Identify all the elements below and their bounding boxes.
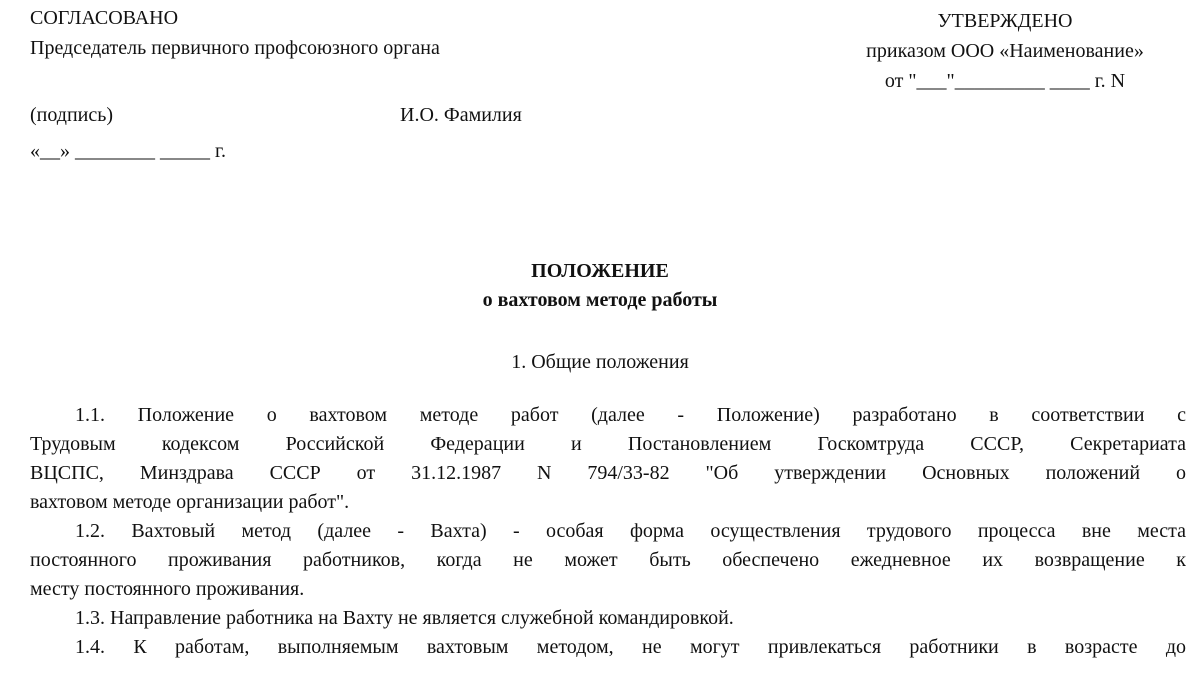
paragraph-line: постоянного проживания работников, когда не может быть обеспечено ежедневное их возвращение к	[30, 549, 1186, 571]
section-heading: 1. Общие положения	[511, 351, 689, 373]
paragraph-line: месту постоянного проживания.	[30, 578, 305, 600]
paragraph-line: 1.3. Направление работника на Вахту не является служебной командировкой.	[75, 607, 734, 629]
approval-date-line: от "___"_________ ____ г. N	[884, 70, 1126, 92]
paragraph-line: 1.2. Вахтовый метод (далее - Вахта) - особая форма осуществления трудового процесса вне места	[75, 520, 1186, 542]
paragraph-line: 1.1. Положение о вахтовом методе работ (далее - Положение) разработано в соответствии с	[75, 404, 1186, 426]
paragraph	[30, 633, 1186, 662]
approval-right-block	[790, 6, 1200, 96]
paragraph	[30, 517, 1186, 604]
paragraph-line: Трудовым кодексом Российской Федерации и Постановлением Госкомтруда СССР, Секретариата	[30, 433, 1186, 455]
document-title: ПОЛОЖЕНИЕ	[531, 260, 669, 282]
paragraph	[30, 401, 1186, 517]
document-subtitle: о вахтовом методе работы	[482, 289, 718, 311]
signer-name: И.О. Фамилия	[400, 104, 522, 126]
document-body	[30, 401, 1186, 662]
paragraph-line: ВЦСПС, Минздрава СССР от 31.12.1987 N 794/33-82 "Об утверждении Основных положений о	[30, 462, 1186, 484]
agreed-date-line: «__» ________ _____ г.	[30, 140, 226, 162]
agreed-heading: СОГЛАСОВАНО	[30, 7, 179, 29]
signature-placeholder: (подпись)	[30, 104, 114, 126]
paragraph-line: вахтовом методе организации работ".	[30, 491, 350, 513]
approval-order: приказом ООО «Наименование»	[866, 40, 1144, 62]
paragraph	[30, 604, 1186, 633]
paragraph-line: 1.4. К работам, выполняемым вахтовым методом, не могут привлекаться работники в возрасте до	[75, 636, 1186, 658]
approved-heading: УТВЕРЖДЕНО	[937, 10, 1073, 32]
union-chair-position: Председатель первичного профсоюзного органа	[30, 37, 440, 59]
